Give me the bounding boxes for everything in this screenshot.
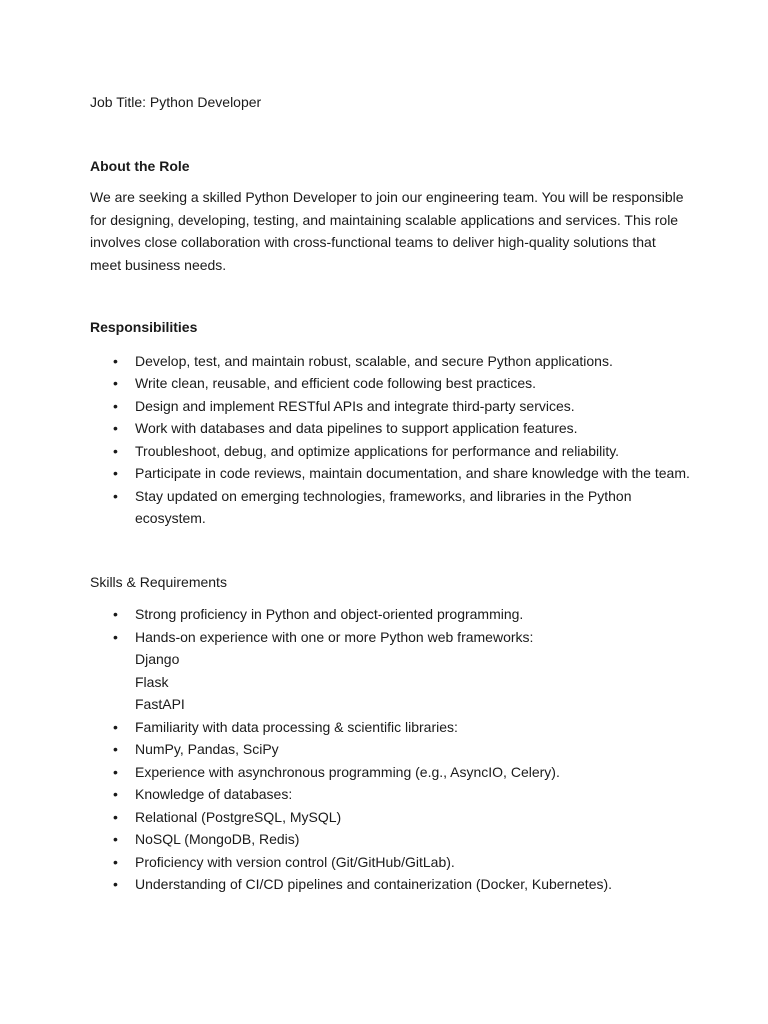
list-item: • Understanding of CI/CD pipelines and containerization (Docker, Kubernetes).: [90, 873, 690, 896]
list-item: • Hands-on experience with one or more Python web frameworks: Django Flask FastAPI: [90, 626, 690, 716]
bullet-icon: •: [113, 352, 118, 369]
skills-list: [90, 603, 690, 896]
bullet-icon: •: [113, 628, 118, 645]
about-paragraph: We are seeking a skilled Python Developer to join our engineering team. You will be responsible for designing, developing, testing, and maintaining scalable applications and services. This role involves close collaboration with cross-functional teams to deliver high-quality solutions that meet business needs.: [90, 189, 684, 273]
list-item: • Experience with asynchronous programming (e.g., AsyncIO, Celery).: [90, 761, 690, 784]
bullet-icon: •: [113, 465, 118, 481]
skills-heading: Skills & Requirements: [90, 573, 227, 590]
list-item: • Strong proficiency in Python and object-oriented programming.: [90, 603, 690, 626]
bullet-icon: •: [113, 763, 118, 780]
framework-list: [135, 648, 690, 716]
list-item: • Knowledge of databases:: [90, 783, 690, 806]
bullet-icon: •: [113, 718, 118, 735]
bullet-icon: •: [113, 808, 118, 825]
list-item: • NoSQL (MongoDB, Redis): [90, 828, 690, 851]
list-item: • Familiarity with data processing & scientific libraries:: [90, 716, 690, 739]
job-title: Job Title: Python Developer: [90, 94, 262, 110]
bullet-icon: •: [113, 741, 118, 757]
responsibilities-heading: Responsibilities: [90, 319, 198, 335]
list-item: • Participate in code reviews, maintain documentation, and share knowledge with the team.: [90, 462, 690, 485]
bullet-icon: •: [113, 786, 118, 802]
list-item: • Develop, test, and maintain robust, scalable, and secure Python applications.: [90, 350, 690, 373]
list-item: • Work with databases and data pipelines to support application features.: [90, 417, 690, 440]
bullet-icon: •: [113, 853, 118, 870]
framework-item: Django: [135, 651, 180, 667]
bullet-icon: •: [113, 397, 118, 414]
document-page: [90, 91, 690, 896]
bullet-icon: •: [113, 442, 118, 459]
list-item: • Design and implement RESTful APIs and integrate third-party services.: [90, 395, 690, 418]
bullet-icon: •: [113, 375, 118, 391]
bullet-icon: •: [113, 876, 118, 892]
list-item: • Troubleshoot, debug, and optimize applications for performance and reliability.: [90, 440, 690, 463]
about-heading: About the Role: [90, 157, 190, 174]
responsibilities-list: [90, 350, 690, 530]
bullet-icon: •: [113, 487, 118, 504]
framework-item: FastAPI: [135, 696, 185, 712]
list-item: • Write clean, reusable, and efficient code following best practices.: [90, 372, 690, 395]
bullet-icon: •: [113, 606, 118, 622]
list-item: • Relational (PostgreSQL, MySQL): [90, 806, 690, 829]
bullet-icon: •: [113, 831, 118, 847]
bullet-icon: •: [113, 420, 118, 436]
framework-item: Flask: [135, 673, 169, 690]
list-item: • Stay updated on emerging technologies, frameworks, and libraries in the Python ecosystem.: [90, 485, 690, 530]
list-item: • Proficiency with version control (Git/GitHub/GitLab).: [90, 851, 690, 874]
list-item: • NumPy, Pandas, SciPy: [90, 738, 690, 761]
